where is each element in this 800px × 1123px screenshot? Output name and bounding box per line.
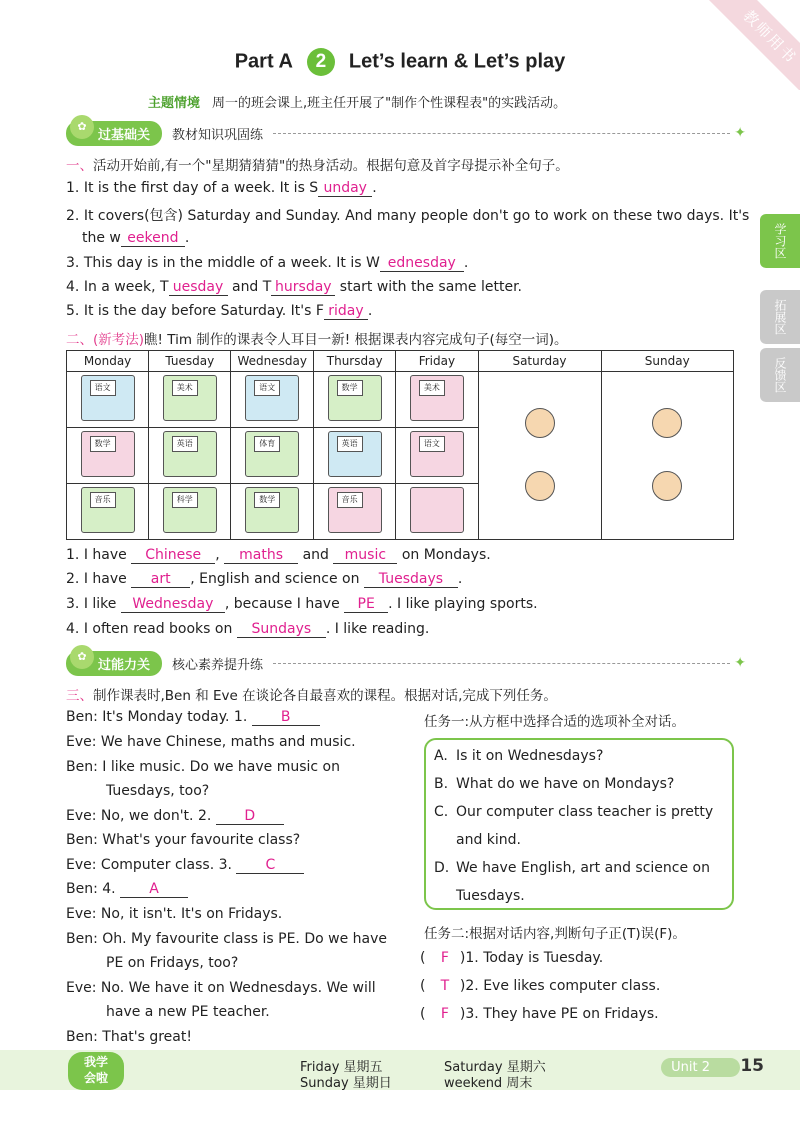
answer-blank: hursday xyxy=(271,279,335,296)
vocab-item: Friday 星期五 xyxy=(300,1060,383,1075)
subject-cell xyxy=(231,428,314,484)
vocab-item: weekend 周末 xyxy=(444,1076,533,1091)
answer-blank: B xyxy=(252,709,320,726)
dialogue-line xyxy=(66,906,282,922)
speaker: Ben: xyxy=(66,832,98,848)
sunday-pictures xyxy=(601,372,734,540)
side-tab-feedback[interactable]: 反馈区 xyxy=(760,348,800,402)
answer-blank: PE xyxy=(344,596,388,613)
q1-item-4: 4. In a week, T uesday and T hursday start with the same letter. xyxy=(66,279,523,295)
dialogue-line xyxy=(66,1029,192,1045)
dialogue-text: PE on Fridays, too? xyxy=(106,955,239,971)
book-icon: 体育 xyxy=(245,431,299,477)
true-false-item: ( F )1. Today is Tuesday. xyxy=(420,950,604,966)
answer-blank: Wednesday xyxy=(121,596,225,613)
dialogue-text: It's Monday today. 1. xyxy=(102,709,248,725)
page-title xyxy=(0,48,800,76)
section-header-1 xyxy=(66,120,746,146)
subject-cell xyxy=(67,372,149,428)
dialogue-line xyxy=(66,759,340,775)
saturday-pictures xyxy=(478,372,601,540)
answer-mark: F xyxy=(440,950,449,966)
dialogue-text: No, it isn't. It's on Fridays. xyxy=(100,906,283,922)
theme-text: 周一的班会课上,班主任开展了"制作个性课程表"的实践活动。 xyxy=(212,96,567,111)
q2-item-4: 4. I often read books on Sundays . I like reading. xyxy=(66,621,430,637)
subject-cell xyxy=(67,428,149,484)
speaker: Ben: xyxy=(66,931,98,947)
answer-blank: D xyxy=(216,808,284,825)
dialogue-line xyxy=(106,1004,270,1020)
dialogue-text: 4. xyxy=(102,881,116,897)
dialogue-line xyxy=(66,734,356,750)
question-1-heading xyxy=(66,154,569,174)
boy-playing-football-icon xyxy=(652,408,682,438)
section-badge-2 xyxy=(66,651,162,676)
section-badge-1 xyxy=(66,121,162,146)
timetable xyxy=(66,350,734,540)
theme-label: 主题情境 xyxy=(148,96,201,111)
option-item: Tuesdays. xyxy=(456,888,525,904)
book-icon: 美术 xyxy=(410,375,464,421)
dialogue-text: Computer class. 3. xyxy=(100,857,232,873)
subject-cell xyxy=(314,484,396,540)
answer-blank: riday xyxy=(324,303,368,320)
option-item: D. We have English, art and science on xyxy=(434,860,710,876)
section-header-2 xyxy=(66,650,746,676)
dialogue-text: Oh. My favourite class is PE. Do we have xyxy=(102,931,387,947)
day-header: Tuesday xyxy=(149,351,231,372)
day-header: Thursday xyxy=(314,351,396,372)
divider xyxy=(273,132,730,134)
theme-line xyxy=(148,92,566,111)
title-name: Let’s learn & Let’s play xyxy=(348,50,566,73)
speaker: Eve: xyxy=(66,734,97,750)
speaker: Ben: xyxy=(66,881,98,897)
book-icon: 数学 xyxy=(328,375,382,421)
dialogue-text: No. We have it on Wednesdays. We will xyxy=(100,980,376,996)
answer-blank: Sundays xyxy=(237,621,326,638)
day-header: Saturday xyxy=(478,351,601,372)
dialogue-line xyxy=(66,857,304,874)
subject-cell xyxy=(67,484,149,540)
speaker: Ben: xyxy=(66,709,98,725)
question-number: 一、 xyxy=(66,158,93,174)
answer-blank: A xyxy=(120,881,188,898)
corner-ribbon xyxy=(680,0,800,90)
dialogue-text: have a new PE teacher. xyxy=(106,1004,270,1020)
answer-mark: F xyxy=(440,1006,449,1022)
dialogue-text: That's great! xyxy=(102,1029,192,1045)
book-icon: 英语 xyxy=(328,431,382,477)
boy-reading-icon xyxy=(525,408,555,438)
section-badge-text: 过能力关 xyxy=(98,657,151,673)
question-text: 活动开始前,有一个"星期猜猜猜"的热身活动。根据句意及首字母提示补全句子。 xyxy=(93,158,569,174)
answer-blank: maths xyxy=(224,547,298,564)
divider xyxy=(273,662,730,664)
book-icon: 科学 xyxy=(163,487,217,533)
true-false-item: ( F )3. They have PE on Fridays. xyxy=(420,1006,659,1022)
book-icon: 英语 xyxy=(163,431,217,477)
subject-cell xyxy=(231,484,314,540)
dialogue-text: I like music. Do we have music on xyxy=(102,759,340,775)
answer-blank: eekend xyxy=(121,230,185,247)
answer-blank: music xyxy=(333,547,397,564)
dialogue-line xyxy=(66,980,376,996)
boy-reading-icon xyxy=(652,471,682,501)
q2-item-3: 3. I like Wednesday , because I have PE . I like playing sports. xyxy=(66,596,538,612)
dialogue-line xyxy=(106,783,209,799)
subject-cell xyxy=(149,428,231,484)
question-2-heading xyxy=(66,328,568,348)
leaf-icon: ✿ xyxy=(70,115,94,139)
section-subtitle-1: 教材知识巩固练 xyxy=(172,127,264,143)
answer-blank: Tuesdays xyxy=(364,571,458,588)
task-2-instruction: 任务二:根据对话内容,判断句子正(T)误(F)。 xyxy=(424,926,686,942)
book-icon: 语文 xyxy=(81,375,135,421)
answer-blank: art xyxy=(131,571,190,588)
book-icon: 语文 xyxy=(245,375,299,421)
subject-cell xyxy=(396,484,478,540)
footer-badge: 我学 会啦 xyxy=(68,1052,124,1090)
question-number: 三、 xyxy=(66,688,93,704)
book-icon: 音乐 xyxy=(81,487,135,533)
dialogue-text: Tuesdays, too? xyxy=(106,783,210,799)
book-icon: 数学 xyxy=(81,431,135,477)
question-3-heading xyxy=(66,684,557,704)
answer-mark: T xyxy=(440,978,450,994)
dialogue-line xyxy=(66,709,320,726)
section-badge-text: 过基础关 xyxy=(98,127,151,143)
book-icon: 语文 xyxy=(410,431,464,477)
star-icon: ✦ xyxy=(734,655,746,671)
question-number: 二、 xyxy=(66,332,93,348)
subject-cell xyxy=(314,372,396,428)
speaker: Eve: xyxy=(66,808,97,824)
subject-cell xyxy=(149,372,231,428)
subject-cell xyxy=(314,428,396,484)
subject-cell xyxy=(396,372,478,428)
speaker: Eve: xyxy=(66,980,97,996)
q1-item-3: 3. This day is in the middle of a week. It is W ednesday . xyxy=(66,255,469,271)
q1-item-5: 5. It is the day before Saturday. It's F riday . xyxy=(66,303,373,319)
leaf-icon: ✿ xyxy=(70,645,94,669)
title-part: Part A xyxy=(234,50,293,73)
dialogue-line xyxy=(66,881,188,898)
speaker: Eve: xyxy=(66,857,97,873)
dialogue-text: We have Chinese, maths and music. xyxy=(100,734,356,750)
speaker: Ben: xyxy=(66,759,98,775)
dialogue-text: No, we don't. 2. xyxy=(100,808,212,824)
subject-cell xyxy=(396,428,478,484)
q2-item-2: 2. I have art , English and science on Tuesdays . xyxy=(66,571,463,587)
answer-blank: uesday xyxy=(169,279,228,296)
answer-blank: Chinese xyxy=(131,547,215,564)
unit-label: Unit 2 xyxy=(661,1058,740,1077)
answer-blank: ednesday xyxy=(380,255,464,272)
day-header: Friday xyxy=(396,351,478,372)
question-text: 制作课表时,Ben 和 Eve 在谈论各自最喜欢的课程。根据对话,完成下列任务。 xyxy=(93,688,557,704)
dialogue-text: What's your favourite class? xyxy=(102,832,301,848)
answer-blank: unday xyxy=(318,180,372,197)
footer xyxy=(0,1050,800,1090)
option-item: A. Is it on Wednesdays? xyxy=(434,748,604,764)
q2-item-1: 1. I have Chinese , maths and music on Mondays. xyxy=(66,547,491,563)
dialogue-line xyxy=(66,931,387,947)
corner-label: 教师用书 xyxy=(680,0,800,90)
boy-watering-flowers-icon xyxy=(525,471,555,501)
title-number-badge: 2 xyxy=(307,48,335,76)
option-item: C. Our computer class teacher is pretty xyxy=(434,804,714,820)
book-icon: 音乐 xyxy=(328,487,382,533)
page-number: 15 xyxy=(740,1056,764,1076)
timetable-row xyxy=(67,372,734,428)
task-1-instruction: 任务一:从方框中选择合适的选项补全对话。 xyxy=(424,714,686,730)
side-tab-study[interactable]: 学习区 xyxy=(760,214,800,268)
question-text: 瞧! Tim 制作的课表令人耳目一新! 根据课表内容完成句子(每空一词)。 xyxy=(144,332,568,348)
answer-blank: C xyxy=(236,857,304,874)
section-subtitle-2: 核心素养提升练 xyxy=(172,657,264,673)
q1-item-2: 2. It covers(包含) Saturday and Sunday. And many people don't go to work on these two days. It's xyxy=(66,208,750,224)
q1-item-2-cont: the w eekend . xyxy=(82,230,190,246)
dialogue-line xyxy=(66,808,284,825)
star-icon: ✦ xyxy=(734,125,746,141)
option-item: B. What do we have on Mondays? xyxy=(434,776,675,792)
vocab-item: Saturday 星期六 xyxy=(444,1060,546,1075)
day-header: Monday xyxy=(67,351,149,372)
timetable-header-row xyxy=(67,351,734,372)
speaker: Eve: xyxy=(66,906,97,922)
dialogue-line xyxy=(66,832,300,848)
vocab-item: Sunday 星期日 xyxy=(300,1076,392,1091)
book-icon: 数学 xyxy=(245,487,299,533)
book-icon xyxy=(410,487,464,533)
subject-cell xyxy=(231,372,314,428)
subject-cell xyxy=(149,484,231,540)
day-header: Sunday xyxy=(601,351,734,372)
true-false-item: ( T )2. Eve likes computer class. xyxy=(420,978,661,994)
q1-item-1: 1. It is the first day of a week. It is S unday . xyxy=(66,180,377,196)
day-header: Wednesday xyxy=(231,351,314,372)
side-tab-extend[interactable]: 拓展区 xyxy=(760,290,800,344)
book-icon: 美术 xyxy=(163,375,217,421)
option-item: and kind. xyxy=(456,832,521,848)
speaker: Ben: xyxy=(66,1029,98,1045)
dialogue-line xyxy=(106,955,238,971)
new-method-tag: (新考法) xyxy=(93,332,145,348)
